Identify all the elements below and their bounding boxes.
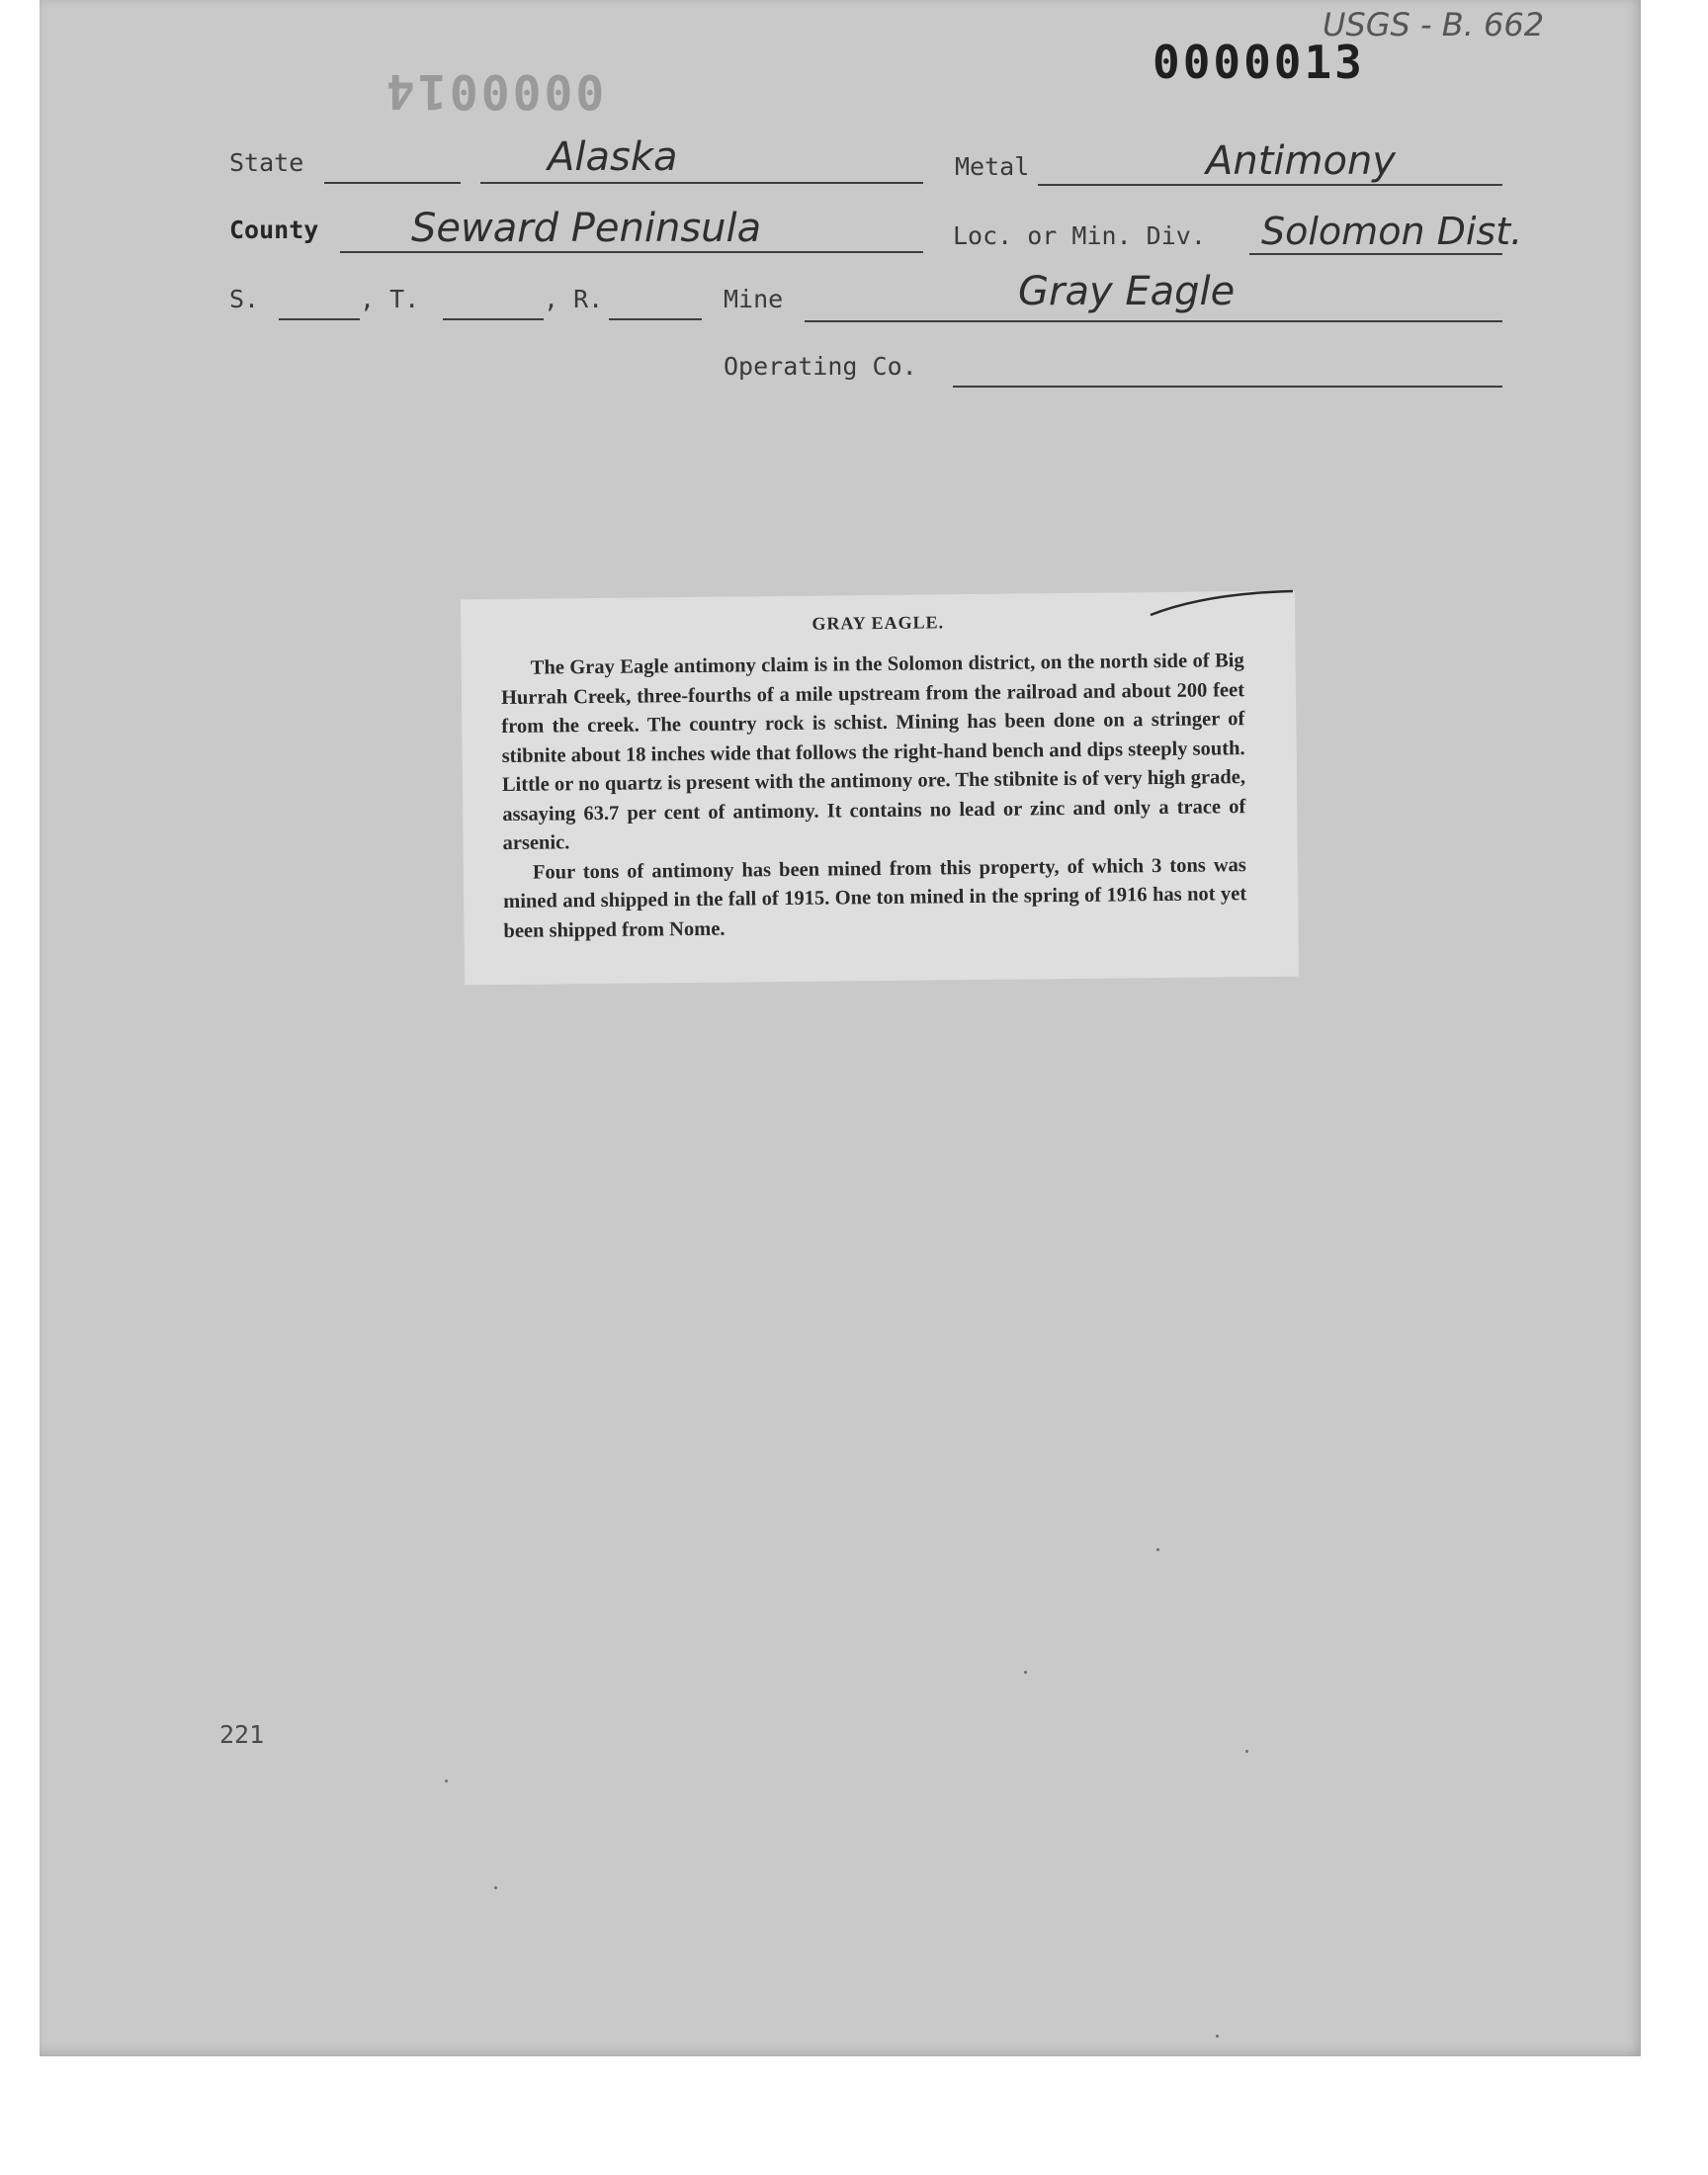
loc-value: Solomon Dist. (1261, 210, 1523, 253)
county-value: Seward Peninsula (411, 206, 762, 251)
metal-value: Antimony (1206, 138, 1396, 184)
metal-label: Metal (955, 152, 1030, 181)
document-number-stamp: 0000013 (1153, 36, 1365, 89)
section-line (279, 318, 360, 320)
township-line (443, 318, 544, 320)
mine-value: Gray Eagle (1018, 269, 1236, 314)
newspaper-clipping (461, 591, 1299, 986)
loc-line (1249, 253, 1502, 255)
clipping-paragraph-1: The Gray Eagle antimony claim is in the Solomon district, on the north side of Big Hurrah Creek, three-fourths of a mile upstream from the railroad and about 200 feet from the creek. The country rock is schist. Mining has been done on a stringer of stibnite about 18 inches wide that follows the right-hand bench and dips steeply south. Little or no quartz is present with the antimony ore. The stibnite is of very high grade, assaying 63.7 per cent of antimony. It contains no lead or zinc and only a trace of arsenic. (500, 650, 1246, 854)
state-label: State (229, 148, 304, 177)
state-line-2 (480, 182, 923, 184)
scan-speck (1216, 2035, 1219, 2038)
usgs-reference: USGS - B. 662 (1323, 6, 1545, 44)
document-sheet (40, 0, 1641, 2056)
clipping-title: GRAY EAGLE. (811, 612, 945, 634)
township-label: , T. (360, 285, 420, 313)
scan-speck (494, 1886, 497, 1889)
county-label: County (229, 216, 319, 244)
loc-label: Loc. or Min. Div. (953, 221, 1206, 250)
county-line (340, 251, 923, 253)
mine-line (805, 320, 1502, 322)
section-label: S. (229, 285, 260, 313)
operating-co-line (953, 386, 1502, 388)
state-line-1 (324, 182, 461, 184)
scan-speck (1245, 1750, 1248, 1753)
page-number: 221 (219, 1720, 265, 1749)
range-label: , R. (544, 285, 604, 313)
clipping-paragraph-2: Four tons of antimony has been mined from this property, of which 3 tons was mined and shipped in the fall of 1915. One ton mined in the spring of 1916 has not yet been shipped from Nome. (503, 853, 1247, 942)
clipping-body (501, 647, 1247, 946)
scan-speck (1024, 1671, 1027, 1674)
operating-co-label: Operating Co. (724, 352, 917, 381)
faded-number-stamp: 0000014 (384, 63, 605, 119)
pencil-mark (1147, 585, 1305, 625)
scan-speck (1156, 1548, 1159, 1551)
range-line (609, 318, 702, 320)
state-value: Alaska (548, 134, 678, 180)
mine-label: Mine (724, 285, 784, 313)
metal-line (1038, 184, 1502, 186)
scan-speck (445, 1780, 448, 1783)
